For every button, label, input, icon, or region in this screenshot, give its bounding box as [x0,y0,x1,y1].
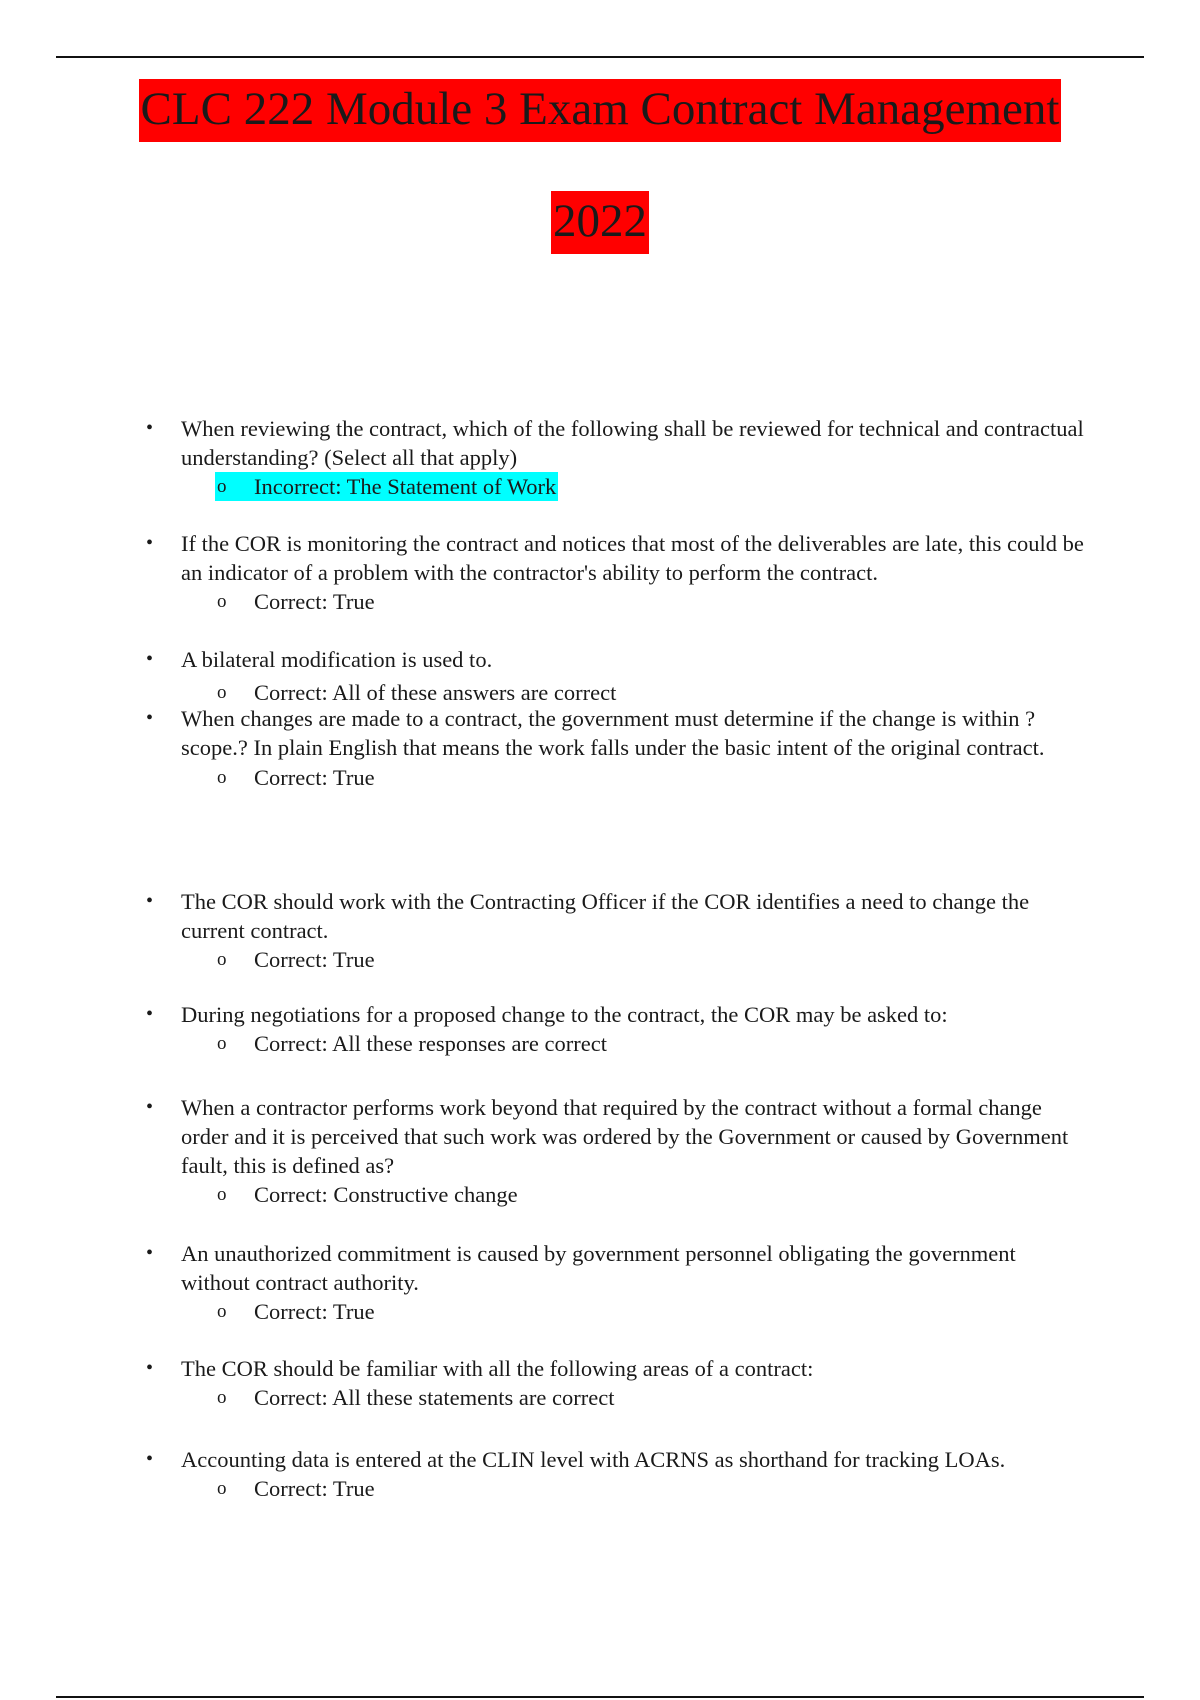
answer-text: Correct: True [254,947,375,972]
bullet-icon: • [146,707,154,729]
bullet-icon: • [146,1357,154,1379]
answer-line [217,1297,1084,1326]
question-text: The COR should work with the Contracting Officer if the COR identifies a need to change the current contract. [181,889,1030,943]
bullet-icon: • [146,1448,154,1470]
answer-text: Incorrect: The Statement of Work [254,474,557,499]
question-text: Accounting data is entered at the CLIN level with ACRNS as shorthand for tracking LOAs. [181,1447,1006,1472]
list-item [0,887,1200,974]
circle-bullet-icon: o [217,682,227,703]
list-item [0,1354,1200,1412]
circle-bullet-icon: o [217,1301,227,1322]
question-text: When a contractor performs work beyond that required by the contract without a formal change order and it is perceived that such work was ordered by the Government or caused by Government fault, this is defined as? [181,1095,1069,1178]
circle-bullet-icon: o [217,767,227,788]
circle-bullet-icon: o [217,1387,227,1408]
bullet-icon: • [146,1003,154,1025]
answer-line [217,587,1084,616]
bullet-icon: • [146,890,154,912]
answer-text: Correct: All of these answers are correct [254,680,617,705]
document-title-year [0,195,1200,247]
answer-text: Correct: True [254,1476,375,1501]
answer-text: Correct: True [254,1299,375,1324]
question-text: During negotiations for a proposed change to the contract, the COR may be asked to: [181,1002,948,1027]
answer-text: Correct: Constructive change [254,1182,518,1207]
bullet-icon: • [146,1096,154,1118]
answer-text: Correct: All these responses are correct [254,1031,607,1056]
question-text: When reviewing the contract, which of the following shall be reviewed for technical and contractual understanding? (Select all that apply) [181,416,1084,470]
circle-bullet-icon: o [217,1033,227,1054]
answer-line [217,763,1084,792]
answer-line [217,945,1084,974]
answer-text: Correct: All these statements are correct [254,1385,615,1410]
question-text: The COR should be familiar with all the following areas of a contract: [181,1356,814,1381]
question-text: If the COR is monitoring the contract and notices that most of the deliverables are late, this could be an indicator of a problem with the contractor's ability to perform the contract. [181,531,1084,585]
list-item [0,1445,1200,1503]
circle-bullet-icon: o [217,476,227,497]
question-text: A bilateral modification is used to. [181,647,493,672]
list-item [0,704,1200,792]
list-item [0,1239,1200,1326]
title-line-2: 2022 [551,191,649,254]
document-title [0,83,1200,135]
answer-text: Correct: True [254,765,375,790]
title-line-1: CLC 222 Module 3 Exam Contract Management [139,79,1062,142]
question-text: When changes are made to a contract, the government must determine if the change is within ?scope.? In plain English that means the work falls under the basic intent of the original contract. [181,706,1045,760]
circle-bullet-icon: o [217,949,227,970]
circle-bullet-icon: o [217,1478,227,1499]
answer-line [215,472,558,501]
bullet-icon: • [146,417,154,439]
answer-line [217,1474,1084,1503]
list-item [0,1093,1200,1209]
question-text: An unauthorized commitment is caused by government personnel obligating the government without contract authority. [181,1241,1016,1295]
circle-bullet-icon: o [217,1184,227,1205]
bullet-icon: • [146,648,154,670]
bullet-icon: • [146,532,154,554]
list-item [0,645,1200,707]
circle-bullet-icon: o [217,591,227,612]
answer-text: Correct: True [254,589,375,614]
top-rule [56,56,1144,58]
list-item [0,1000,1200,1058]
answer-line [217,1383,1084,1412]
list-item [0,529,1200,616]
answer-line [217,1029,1084,1058]
bullet-icon: • [146,1242,154,1264]
answer-line [217,678,1084,707]
answer-line [217,1180,1084,1209]
list-item [0,414,1200,501]
bottom-rule [56,1696,1144,1698]
